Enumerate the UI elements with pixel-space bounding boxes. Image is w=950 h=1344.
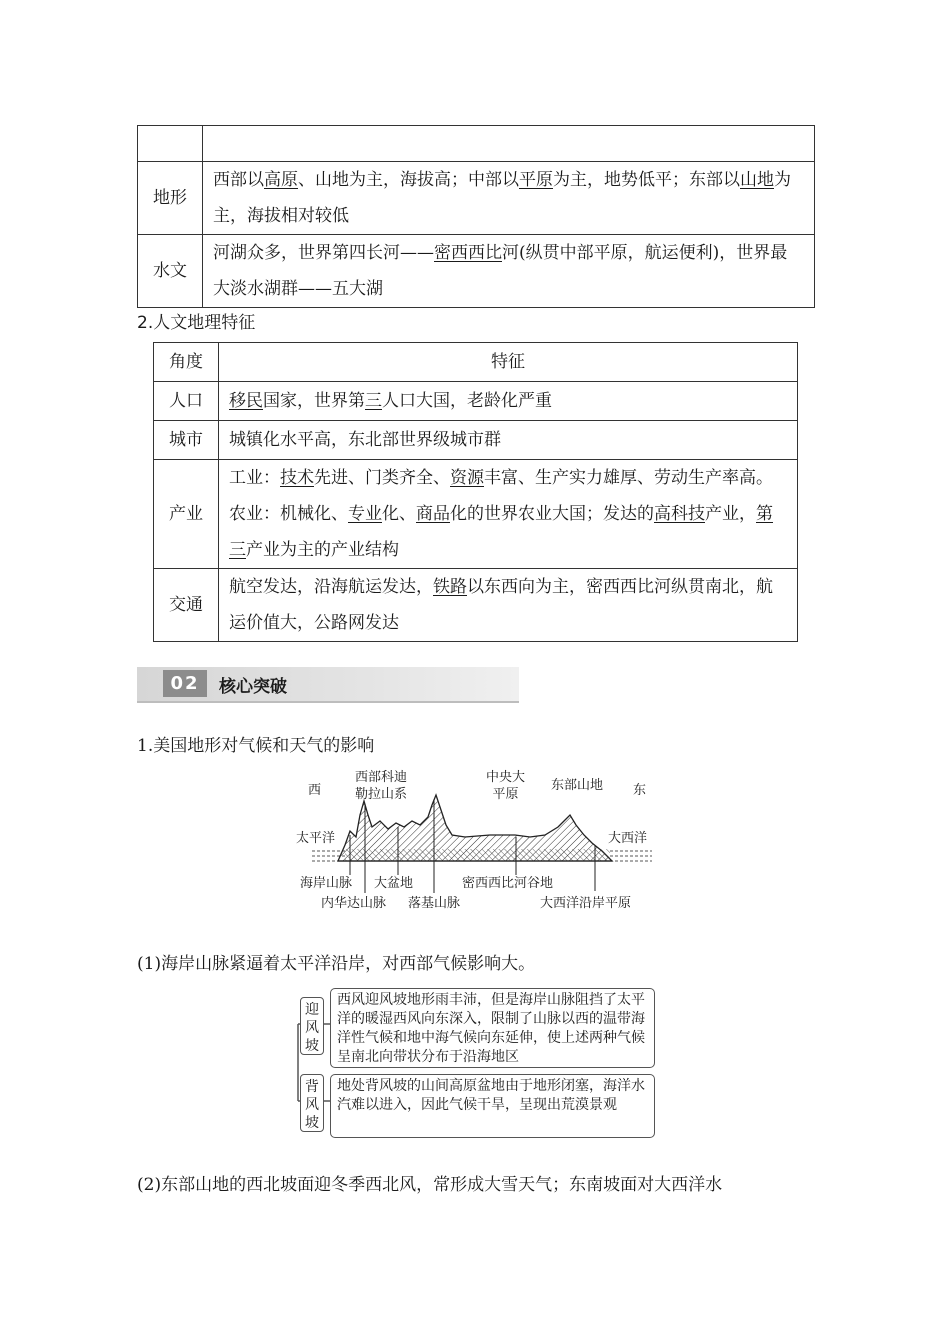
terrain-text: 西部以高原、山地为主，海拔高；中部以平原为主，地势低平；东部以山地为主，海拔相对较低	[203, 162, 815, 235]
table1-empty-cell	[203, 126, 815, 162]
label-eastern-mountains: 东部山地	[551, 778, 604, 793]
human-geography-table	[153, 342, 798, 642]
item2-text: (2)东部山地的西北坡面迎冬季西北风，常形成大雪天气；东南坡面对大西洋水	[137, 1175, 723, 1195]
terrain-head: 地形	[138, 162, 203, 235]
label-central-plain: 中央大 平原	[486, 770, 526, 802]
population-text: 移民国家，世界第三人口大国，老龄化严重	[219, 382, 798, 421]
slope-flowchart	[290, 985, 660, 1145]
col-angle: 角度	[154, 343, 219, 382]
city-head: 城市	[154, 421, 219, 460]
terrain-diagram	[290, 765, 670, 915]
label-west: 西	[308, 783, 322, 798]
city-text: 城镇化水平高，东北部世界级城市群	[219, 421, 798, 460]
item1-text: (1)海岸山脉紧逼着太平洋沿岸，对西部气候影响大。	[137, 954, 536, 974]
table1-empty-head	[138, 126, 203, 162]
label-rocky-system: 西部科迪 勒拉山系	[355, 770, 408, 802]
hydrology-head: 水文	[138, 235, 203, 308]
hydrology-text: 河湖众多，世界第四长河——密西西比河(纵贯中部平原，航运便利)，世界最大淡水湖群——五大湖	[203, 235, 815, 308]
physical-geography-table	[137, 125, 815, 308]
transport-head: 交通	[154, 569, 219, 642]
label-great-basin: 大盆地	[374, 876, 414, 891]
label-sierra-nevada: 内华达山脉	[321, 896, 387, 911]
label-rocky-mountains: 落基山脉	[408, 896, 461, 911]
col-feature: 特征	[219, 343, 798, 382]
point1-title: 1.美国地形对气候和天气的影响	[137, 736, 375, 756]
label-east: 东	[633, 783, 647, 798]
label-coast-range: 海岸山脉	[300, 876, 353, 891]
leeward-box: 地处背风坡的山间高原盆地由于地形闭塞，海洋水汽难以进入，因此气候干旱，呈现出荒漠景观	[330, 1074, 655, 1138]
section-title-human-geography: 2.人文地理特征	[137, 313, 256, 333]
label-atlantic: 大西洋	[608, 831, 648, 846]
banner-number: 02	[163, 670, 207, 697]
section-banner	[137, 667, 519, 703]
transport-text: 航空发达，沿海航运发达，铁路以东西向为主，密西西比河纵贯南北，航运价值大，公路网发达	[219, 569, 798, 642]
industry-text: 工业：技术先进、门类齐全、资源丰富、生产实力雄厚、劳动生产率高。 农业：机械化、专业化、商品化的世界农业大国；发达的高科技产业，第三产业为主的产业结构	[219, 460, 798, 569]
banner-label: 核心突破	[219, 677, 287, 697]
industry-head: 产业	[154, 460, 219, 569]
label-pacific: 太平洋	[296, 831, 336, 846]
windward-tag: 迎风坡	[300, 997, 324, 1055]
leeward-tag: 背风坡	[300, 1074, 324, 1132]
label-atlantic-plain: 大西洋沿岸平原	[540, 896, 632, 911]
windward-box: 西风迎风坡地形雨丰沛，但是海岸山脉阻挡了太平洋的暖湿西风向东深入，限制了山脉以西的温带海洋性气候和地中海气候向东延伸，使上述两种气候呈南北向带状分布于沿海地区	[330, 988, 655, 1068]
label-mississippi-valley: 密西西比河谷地	[462, 876, 554, 891]
population-head: 人口	[154, 382, 219, 421]
